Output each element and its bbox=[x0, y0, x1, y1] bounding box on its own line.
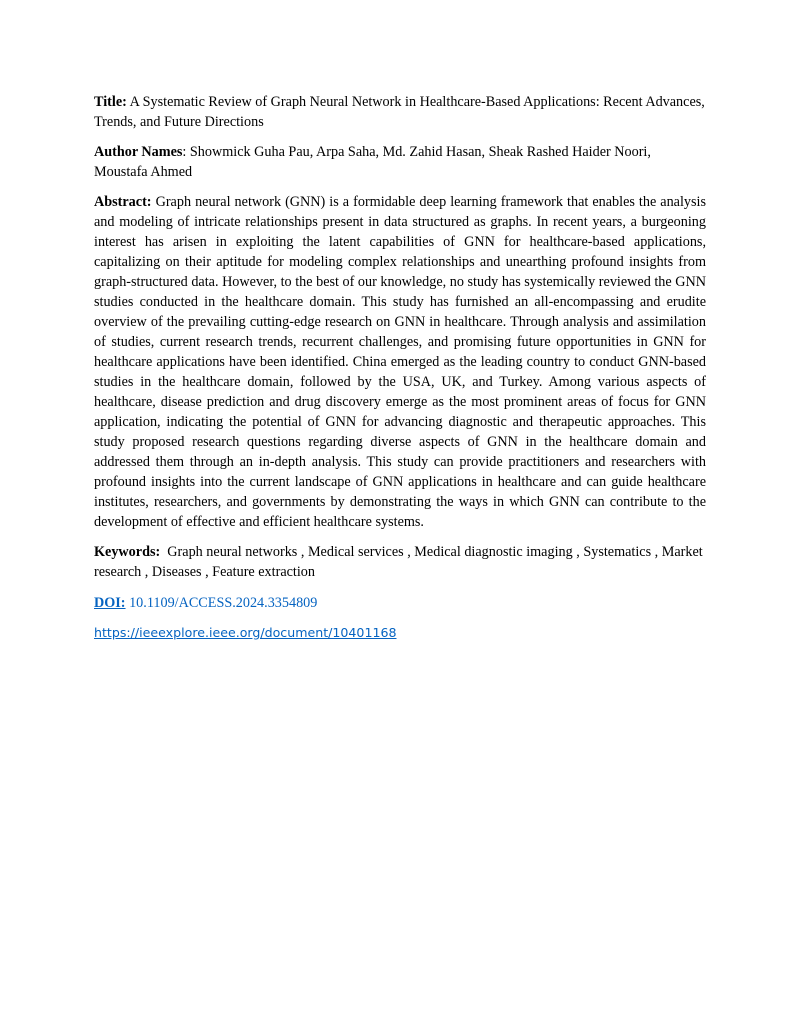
doi-paragraph bbox=[94, 593, 706, 613]
doi-label: DOI: bbox=[94, 595, 126, 611]
paper-title: A Systematic Review of Graph Neural Network in Healthcare-Based Applications: Recent Advances, Trends, and Future Directions bbox=[94, 94, 705, 130]
keywords-label: Keywords: bbox=[94, 544, 161, 560]
authors-paragraph bbox=[94, 142, 706, 182]
doi-link[interactable]: 10.1109/ACCESS.2024.3354809 bbox=[129, 595, 318, 611]
url-paragraph bbox=[94, 623, 706, 643]
keywords-text: Graph neural networks , Medical services , Medical diagnostic imaging , Systematics , Market research , Diseases , Feature extraction bbox=[94, 544, 703, 580]
title-paragraph bbox=[94, 92, 706, 132]
ieee-url-link[interactable]: https://ieeexplore.ieee.org/document/10401168 bbox=[94, 625, 397, 640]
paper-summary bbox=[94, 92, 706, 643]
title-label: Title: bbox=[94, 94, 127, 110]
author-names: : Showmick Guha Pau, Arpa Saha, Md. Zahid Hasan, Sheak Rashed Haider Noori, Moustafa Ahmed bbox=[94, 144, 651, 180]
authors-label: Author Names bbox=[94, 144, 183, 160]
abstract-paragraph bbox=[94, 192, 706, 532]
abstract-text: Graph neural network (GNN) is a formidable deep learning framework that enables the analysis and modeling of intricate relationships present in data structured as graphs. In recent years, a burgeoning interest has arisen in exploiting the latent capabilities of GNN for healthcare-based applications, capitalizing on their aptitude for modeling complex relationships and unearthing profound insights from graph-structured data. However, to the best of our knowledge, no study has systemically reviewed the GNN studies conducted in the healthcare domain. This study has furnished an all-encompassing and erudite overview of the prevailing cutting-edge research on GNN in healthcare. Through analysis and assimilation of studies, current research trends, recurrent challenges, and promising future opportunities in GNN for healthcare applications have been identified. China emerged as the leading country to conduct GNN-based studies in the healthcare domain, followed by the USA, UK, and Turkey. Among various aspects of healthcare, disease prediction and drug discovery emerge as the most prominent areas of focus for GNN application, indicating the potential of GNN for advancing diagnostic and therapeutic approaches. This study proposed research questions regarding diverse aspects of GNN in the healthcare domain and addressed them through an in-depth analysis. This study can provide practitioners and researchers with profound insights into the current landscape of GNN applications in healthcare and can guide healthcare institutes, researchers, and governments by demonstrating the ways in which GNN can contribute to the development of effective and efficient healthcare systems. bbox=[94, 194, 706, 530]
abstract-label: Abstract: bbox=[94, 194, 152, 210]
keywords-paragraph bbox=[94, 542, 706, 582]
